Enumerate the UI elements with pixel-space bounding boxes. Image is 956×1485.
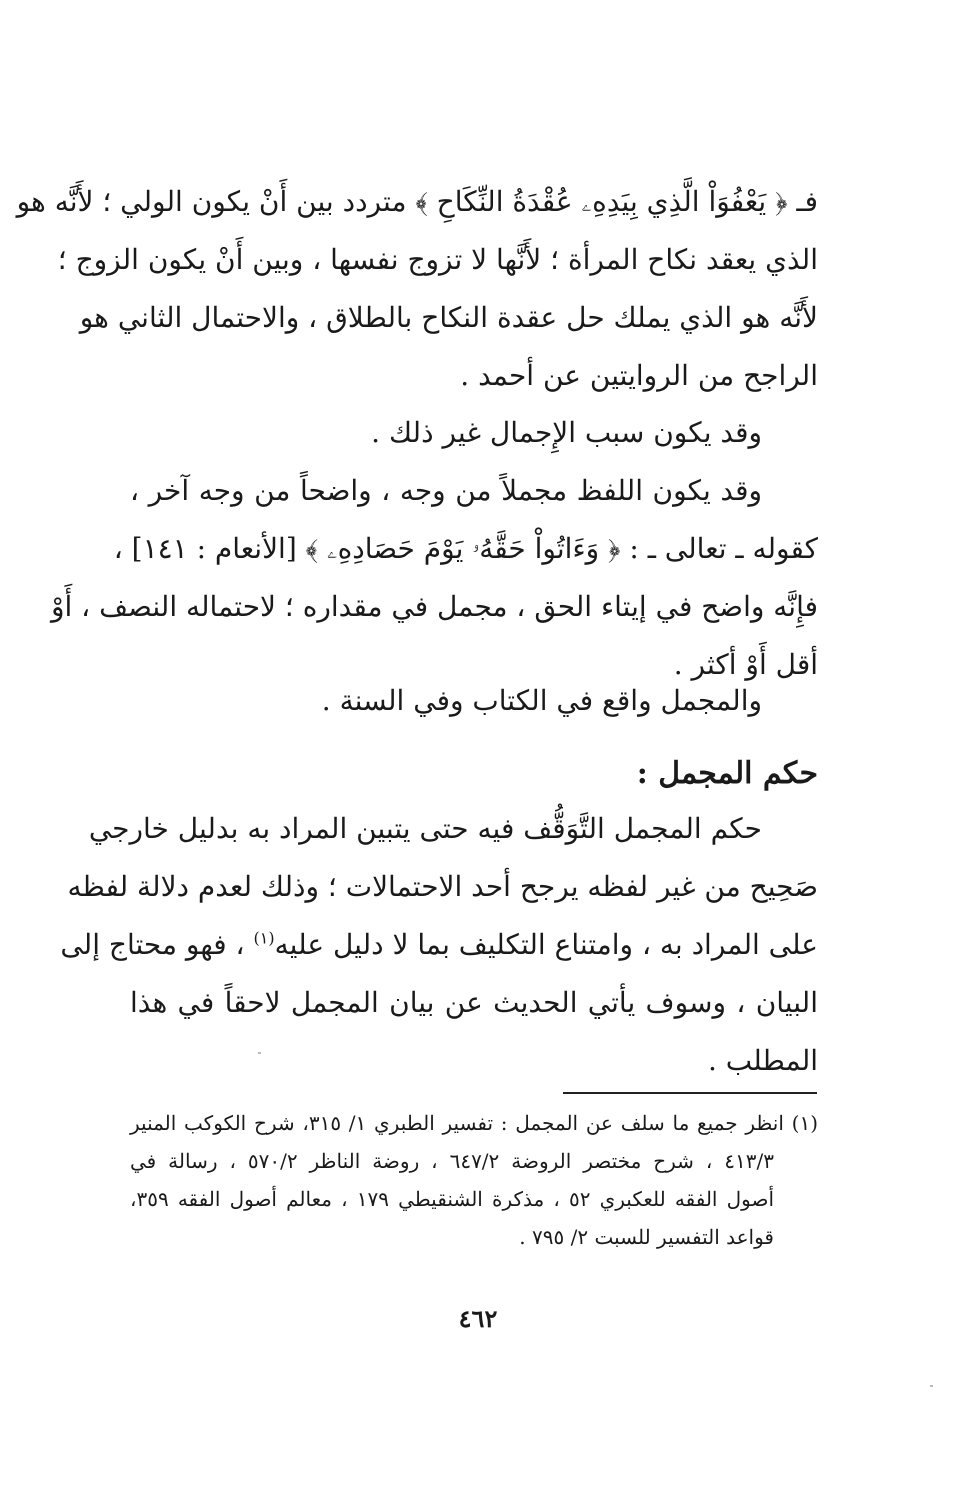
text-line: وقد يكون سبب الإِجمال غير ذلك . [371, 416, 762, 449]
footnote-line: ٤١٣/٣ ، شرح مختصر الروضة ٦٤٧/٢ ، روضة الناظر ٥٧٠/٢ ، رسالة في [130, 1149, 774, 1173]
text-line: المطلب . [707, 1044, 818, 1077]
text-line: حكم المجمل التَّوَقُّف فيه حتى يتبين المراد به بدليل خارجي [88, 812, 762, 845]
text-line-with-footnote-ref [60, 916, 818, 974]
text-line: وقد يكون اللفظ مجملاً من وجه ، واضحاً من وجه آخر ، [130, 474, 762, 507]
text-segment: على المراد به ، وامتناع التكليف بما لا دليل عليه [274, 928, 818, 961]
paragraph-partial-mujmal [50, 462, 818, 694]
text-line: صَحِيح من غير لفظه يرجح أحد الاحتمالات ؛ وذلك لعدم دلالة لفظه [67, 870, 818, 903]
text-line: الراجح من الروايتين عن أحمد . [460, 359, 818, 392]
text-line: كقوله ـ تعالى ـ : ﴿ وَءَاتُواْ حَقَّهُۥ يَوْمَ حَصَادِهِۦ ﴾ [الأنعام : ١٤١] ، [113, 532, 818, 565]
paragraph-ruling [60, 800, 818, 1090]
text-line: البيان ، وسوف يأتي الحديث عن بيان المجمل لاحقاً في هذا [130, 986, 818, 1019]
paragraph-mujmal-example [16, 173, 818, 405]
scan-speck [258, 1052, 261, 1054]
page-number: ٤٦٢ [458, 1304, 498, 1333]
section-heading: حكم المجمل : [636, 756, 818, 791]
scan-speck [930, 1385, 933, 1387]
paragraph-occurrence [130, 672, 818, 730]
text-line: فـ ﴿ يَعْفُوَاْ الَّذِي بِيَدِهِۦ عُقْدَةُ النِّكَاحِ ﴾ متردد بين أَنْ يكون الولي ؛ لأَنَّه هو [16, 185, 818, 218]
footnote [130, 1104, 818, 1256]
footnote-line: (١) انظر جميع ما سلف عن المجمل : تفسير الطبري ١/ ٣١٥، شرح الكوكب المنير [130, 1111, 818, 1135]
text-line: فإِنَّه واضح في إيتاء الحق ، مجمل في مقداره ؛ لاحتماله النصف ، أَوْ [50, 590, 818, 623]
text-segment: ، فهو محتاج إلى [60, 928, 245, 961]
text-line: والمجمل واقع في الكتاب وفي السنة . [321, 684, 762, 717]
text-line: أقل أَوْ أكثر . [673, 648, 818, 681]
footnote-line: قواعد التفسير للسبت ٢/ ٧٩٥ . [519, 1225, 774, 1249]
text-line: لأَنَّه هو الذي يملك حل عقدة النكاح بالطلاق ، والاحتمال الثاني هو [79, 301, 818, 334]
footnote-line: أصول الفقه للعكبري ٥٢ ، مذكرة الشنقيطي ١٧٩ ، معالم أصول الفقه ٣٥٩، [130, 1187, 775, 1211]
paragraph-other-causes [130, 404, 818, 462]
text-line: الذي يعقد نكاح المرأة ؛ لأَنَّها لا تزوج نفسها ، وبين أَنْ يكون الزوج ؛ [57, 243, 818, 276]
footnote-separator [563, 1092, 817, 1094]
footnote-reference[interactable]: (١) [253, 928, 275, 948]
